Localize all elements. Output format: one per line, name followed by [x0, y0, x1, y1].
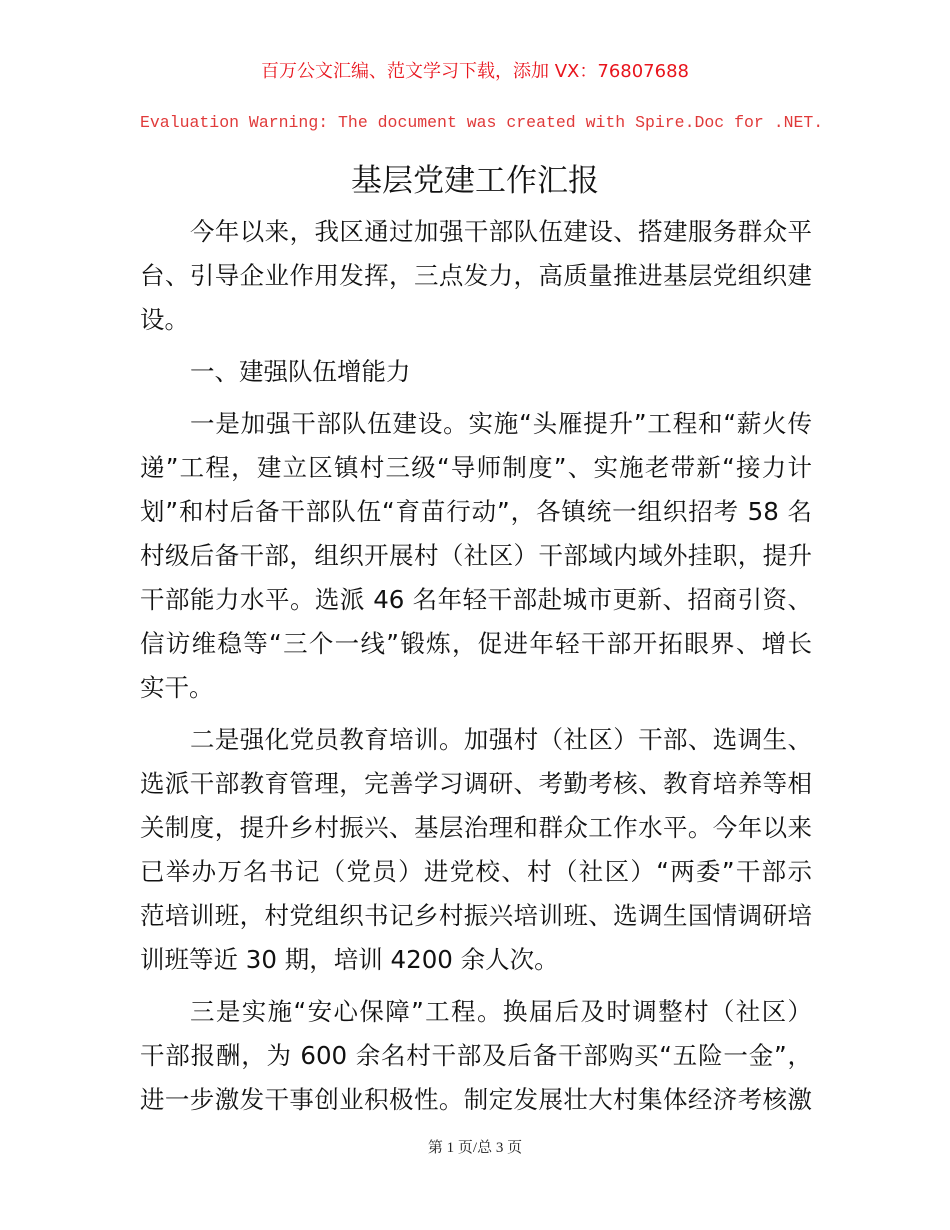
paragraph-line: 关制度，提升乡村振兴、基层治理和群众工作水平。今年以来 — [140, 813, 812, 842]
document-title: 基层党建工作汇报 — [351, 163, 599, 199]
paragraph-line: 村级后备干部，组织开展村（社区）干部域内域外挂职，提升 — [140, 541, 812, 570]
paragraph-line: 一、建强队伍增能力 — [190, 357, 411, 386]
paragraph-line: 三是实施“安心保障”工程。换届后及时调整村（社区） — [190, 997, 812, 1026]
paragraph-line: 递”工程，建立区镇村三级“导师制度”、实施老带新“接力计 — [140, 453, 812, 482]
paragraph-line: 已举办万名书记（党员）进党校、村（社区）“两委”干部示 — [140, 857, 812, 886]
paragraph-line: 二是强化党员教育培训。加强村（社区）干部、选调生、 — [190, 725, 812, 754]
paragraph — [140, 350, 812, 394]
paragraph-line: 范培训班，村党组织书记乡村振兴培训班、选调生国情调研培 — [140, 901, 812, 930]
evaluation-warning: Evaluation Warning: The document was created with Spire.Doc for .NET. — [140, 113, 824, 132]
paragraph-line: 一是加强干部队伍建设。实施“头雁提升”工程和“薪火传 — [190, 409, 812, 438]
paragraph — [140, 210, 812, 342]
paragraph-line: 设。 — [140, 305, 189, 334]
paragraph-line: 选派干部教育管理，完善学习调研、考勤考核、教育培养等相 — [140, 769, 812, 798]
page-footer: 第 1 页/总 3 页 — [427, 1140, 523, 1156]
promo-banner: 百万公文汇编、范文学习下载，添加 VX：76807688 — [261, 61, 689, 82]
paragraph-line: 实干。 — [140, 673, 214, 702]
paragraph-line: 划”和村后备干部队伍“育苗行动”，各镇统一组织招考 58 名 — [140, 497, 812, 526]
paragraph-line: 干部能力水平。选派 46 名年轻干部赴城市更新、招商引资、 — [140, 585, 812, 614]
paragraph-line: 台、引导企业作用发挥，三点发力，高质量推进基层党组织建 — [140, 261, 812, 290]
document-body — [140, 210, 812, 1130]
paragraph — [140, 718, 812, 982]
paragraph — [140, 990, 812, 1122]
paragraph-line: 进一步激发干事创业积极性。制定发展壮大村集体经济考核激 — [140, 1085, 812, 1114]
paragraph-line: 今年以来，我区通过加强干部队伍建设、搭建服务群众平 — [190, 217, 812, 246]
paragraph — [140, 402, 812, 710]
paragraph-line: 干部报酬，为 600 余名村干部及后备干部购买“五险一金”， — [140, 1041, 812, 1070]
paragraph-line: 训班等近 30 期，培训 4200 余人次。 — [140, 945, 559, 974]
paragraph-line: 信访维稳等“三个一线”锻炼，促进年轻干部开拓眼界、增长 — [140, 629, 812, 658]
